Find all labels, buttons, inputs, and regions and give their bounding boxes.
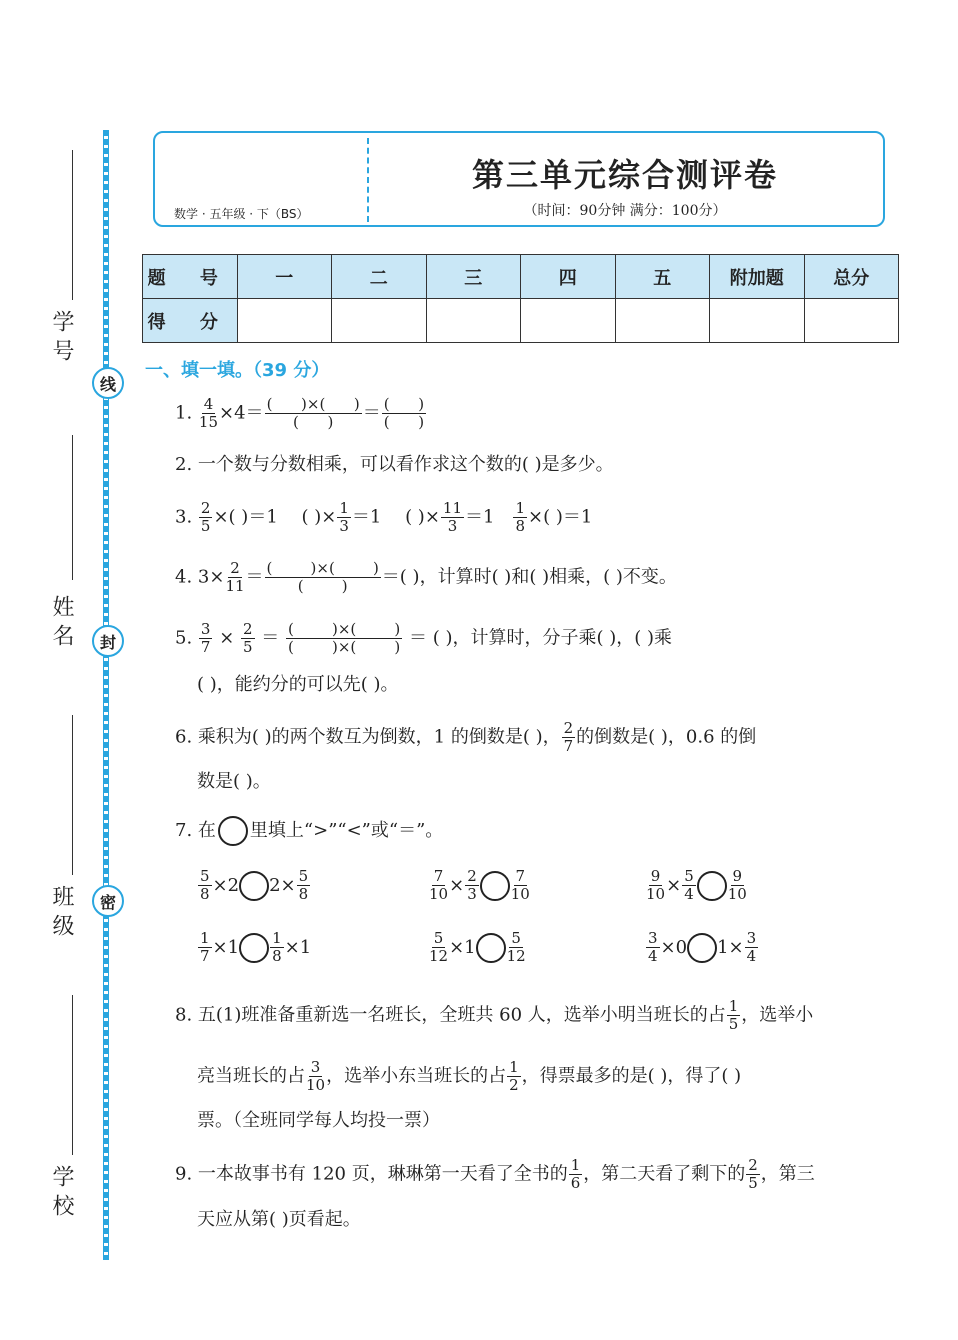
label-school: 学 校 [49,1165,74,1216]
score-table [142,254,899,343]
q-text: ＝ [362,402,381,424]
question-8 [175,998,813,1033]
score-cell[interactable] [426,299,521,343]
exam-time-info: （时间：90分钟 满分：100分） [523,203,727,219]
score-header-cell: 一 [237,255,332,299]
fraction: $\frac{1}{8}$ [515,499,526,535]
compare-item: $\frac{5}{12}$ ×1 5 12 [429,929,526,965]
section-title: 一、填一填。（39 分） [145,360,330,381]
q-number: 5. [175,627,193,649]
q-text: ＝ [255,627,285,649]
question-6-cont: 数是( )。 [197,771,271,792]
fraction-blank[interactable]: ( )×( ) ( )×( ) [288,620,401,656]
label-class: 班 级 [49,885,74,936]
compare-circle[interactable] [476,933,506,963]
question-6 [175,720,756,755]
compare-circle[interactable] [687,933,717,963]
fraction-blank[interactable]: ( )×( ) ( ) [266,395,360,431]
compare-item: $\frac{1}{7}$ ×1 $\frac{1}{8}$ ×1 [200,929,312,965]
fraction: $\frac{1}{6}$ [570,1156,581,1192]
q-text: 的倒数是( )，0.6 的倒 [576,726,757,748]
rule-class [72,715,73,875]
question-4 [175,560,677,595]
score-value-row [143,299,899,343]
compare-item: $\frac{5}{8}$ ×2 2× $\frac{5}{8}$ [200,867,309,903]
question-8-cont: 亮当班长的占 $\frac{3}{10}$ ，选举小东当班长的占 $\frac{1}{2}$ ，得票最多的是( )，得了( ) [197,1058,742,1094]
subject-label: 数学 · 五年级 · 下（BS） [174,207,309,221]
q-text: ＝1 [465,506,513,528]
q-text: 6. 乘积为( )的两个数互为倒数，1 的倒数是( )， [175,726,561,748]
q-text: × [213,627,240,649]
score-cell[interactable] [804,299,899,343]
score-header-cell: 三 [426,255,521,299]
q-text: ，第二天看了剩下的 [583,1163,746,1185]
fraction: $\frac{2}{11}$ [225,559,245,595]
q-text: ＝1 ( )× [351,506,440,528]
q-text: ＝ [245,566,264,588]
score-header-cell: 五 [615,255,710,299]
question-9-cont: 天应从第( )页看起。 [197,1209,361,1230]
rule-student-no [72,150,73,300]
q-text: 7. 在 [175,820,216,841]
seal-secret: 密 [92,885,124,917]
q-text: ＝( )，计算时( )和( )相乘，( )不变。 [381,566,677,588]
fraction: $\frac{2}{5}$ [243,620,253,656]
score-header-cell: 二 [332,255,427,299]
compare-item: $\frac{3}{4}$ ×0 1× $\frac{3}{4}$ [648,929,757,965]
question-3 [175,500,592,535]
q-text: 8. 五(1)班准备重新选一名班长，全班共 60 人，选举小明当班长的占 [175,1004,726,1026]
q-text: ＝ ( )，计算时，分子乘( )，( )乘 [403,627,673,649]
q-text: 里填上“>”“<”或“＝”。 [249,820,444,841]
score-cell[interactable] [332,299,427,343]
compare-circle[interactable] [697,871,727,901]
fraction: $\frac{4}{15}$ [198,395,219,431]
question-7 [175,816,443,846]
score-cell[interactable] [615,299,710,343]
score-cell[interactable] [710,299,805,343]
score-header-row [143,255,899,299]
fraction: $\frac{1}{3}$ [339,499,349,535]
score-header-cell: 四 [521,255,616,299]
seal-seal: 封 [92,625,124,657]
score-header-cell: 题 号 [143,255,238,299]
q-text: ×( )＝1 [528,506,593,528]
score-cell[interactable] [521,299,616,343]
fraction: $\frac{11}{3}$ [442,499,463,535]
fraction-blank[interactable]: ( ) ( ) [383,395,425,431]
circle-icon [218,816,248,846]
compare-item: $\frac{7}{10}$ × $\frac{2}{3}$ 7 10 [429,867,530,903]
question-1 [175,396,427,431]
binding-dotted-line [103,130,109,1260]
q-number: 4. 3× [175,566,225,588]
fraction-blank[interactable]: ( )×( ) ( ) [266,559,379,595]
question-8-cont2: 票。（全班同学每人均投一票） [197,1110,440,1131]
fraction: $\frac{2}{7}$ [563,719,574,755]
score-row-label: 得 分 [143,299,238,343]
compare-circle[interactable] [239,933,269,963]
compare-circle[interactable] [480,871,510,901]
seal-line: 线 [92,367,124,399]
score-header-cell: 总分 [804,255,899,299]
header-divider [367,138,369,222]
label-student-no: 学 号 [49,310,74,361]
q-text: ×4＝ [219,402,264,424]
q-text: ×( )＝1 ( )× [213,506,337,528]
q-number: 3. [175,506,193,528]
score-cell[interactable] [237,299,332,343]
question-5-cont: ( )，能约分的可以先( )。 [197,674,399,695]
label-name: 姓 名 [49,595,74,646]
q-text: 9. 一本故事书有 120 页，琳琳第一天看了全书的 [175,1163,568,1185]
page-title: 第三单元综合测评卷 [471,156,778,194]
fraction: $\frac{2}{5}$ [748,1156,758,1192]
score-header-cell: 附加题 [710,255,805,299]
compare-circle[interactable] [239,871,269,901]
rule-name [72,435,73,580]
compare-item: $\frac{9}{10}$ × $\frac{5}{4}$ 9 10 [646,867,747,903]
question-5 [175,621,672,656]
rule-school [72,995,73,1155]
q-text: ，第三 [760,1163,815,1185]
question-9 [175,1157,815,1192]
fraction: $\frac{1}{5}$ [728,997,739,1033]
fraction: $\frac{2}{5}$ [200,499,211,535]
question-2: 2. 一个数与分数相乘，可以看作求这个数的( )是多少。 [175,454,614,475]
q-text: ，选举小 [741,1004,814,1026]
fraction: $\frac{3}{7}$ [200,620,211,656]
q-number: 1. [175,402,193,424]
